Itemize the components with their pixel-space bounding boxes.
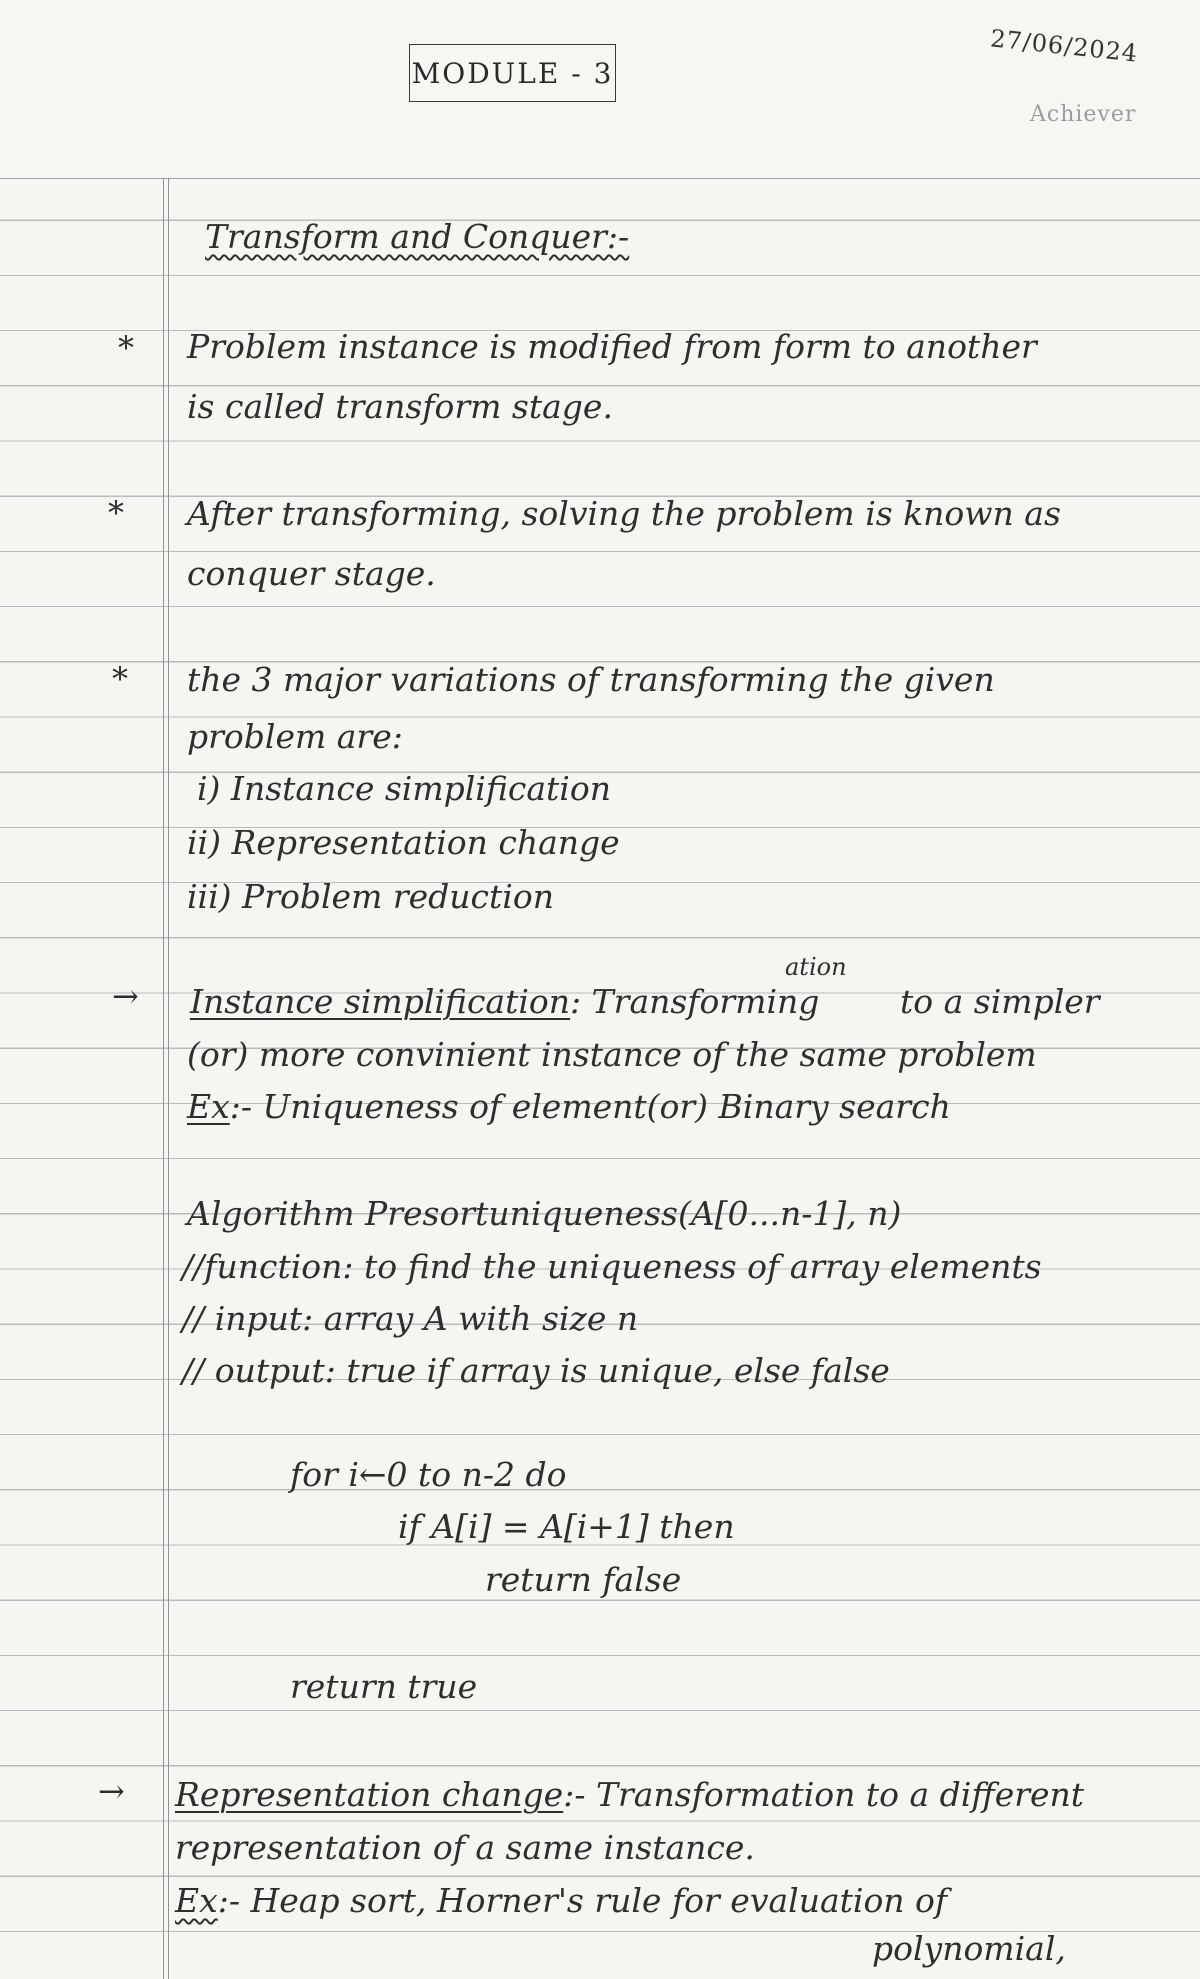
example-label: Ex <box>175 1881 218 1920</box>
code-for-loop: for i←0 to n-2 do <box>290 1455 567 1494</box>
date: 27/06/2024 <box>988 24 1140 68</box>
example-text: :- Heap sort, Horner's rule for evaluation of <box>217 1881 948 1920</box>
bullet-1-line-2: is called transform stage. <box>187 387 613 426</box>
variation-2: ii) Representation change <box>187 823 620 862</box>
instance-simplification-example <box>187 1087 951 1126</box>
arrow-marker: → <box>112 977 139 1015</box>
instance-simplification-term: Instance simplification <box>190 982 571 1021</box>
instance-simplification-line-2: (or) more convinient instance of the same problem <box>187 1035 1037 1074</box>
example-text: :- Uniqueness of element(or) Binary search <box>229 1087 951 1126</box>
bullet-marker: * <box>112 660 128 698</box>
representation-change-example <box>175 1881 948 1920</box>
example-label: Ex <box>187 1087 230 1126</box>
algorithm-comment-function: //function: to find the uniqueness of array elements <box>182 1247 1042 1286</box>
bullet-3-line-2: problem are: <box>187 717 403 756</box>
representation-change-text: :- Transformation to a different <box>563 1775 1085 1814</box>
notebook-brand: Achiever <box>1030 102 1137 127</box>
bullet-marker: * <box>108 494 124 532</box>
algorithm-comment-input: // input: array A with size n <box>182 1299 639 1338</box>
bullet-2-line-2: conquer stage. <box>187 554 436 593</box>
code-if-statement: if A[i] = A[i+1] then <box>398 1507 735 1546</box>
algorithm-comment-output: // output: true if array is unique, else false <box>182 1351 890 1390</box>
variation-1: i) Instance simplification <box>197 769 611 808</box>
representation-change-line-1 <box>175 1775 1085 1814</box>
code-return-true: return true <box>290 1667 478 1706</box>
bullet-marker: * <box>118 329 134 367</box>
bullet-2-line-1: After transforming, solving the problem is known as <box>187 494 1061 533</box>
module-label: MODULE - 3 <box>409 44 616 102</box>
algorithm-header: Algorithm Presortuniqueness(A[0...n-1], n) <box>187 1194 902 1233</box>
representation-change-line-4: polynomial, <box>872 1929 1066 1968</box>
page-title: Transform and Conquer:- <box>205 217 630 256</box>
bullet-3-line-1: the 3 major variations of transforming the given <box>187 660 995 699</box>
variation-3: iii) Problem reduction <box>187 877 554 916</box>
instance-simplification-line-1 <box>190 982 820 1021</box>
arrow-marker: → <box>98 1772 125 1810</box>
bullet-1-line-1: Problem instance is modified from form to another <box>187 327 1037 366</box>
insertion-note: ation <box>785 953 847 981</box>
instance-simplification-line-1-end: to a simpler <box>900 982 1100 1021</box>
header-rule <box>0 178 1200 179</box>
instance-simplification-text: : Transforming <box>570 982 820 1021</box>
representation-change-term: Representation change <box>175 1775 564 1814</box>
representation-change-line-2: representation of a same instance. <box>175 1828 755 1867</box>
code-return-false: return false <box>485 1560 682 1599</box>
margin-line <box>163 178 169 1979</box>
